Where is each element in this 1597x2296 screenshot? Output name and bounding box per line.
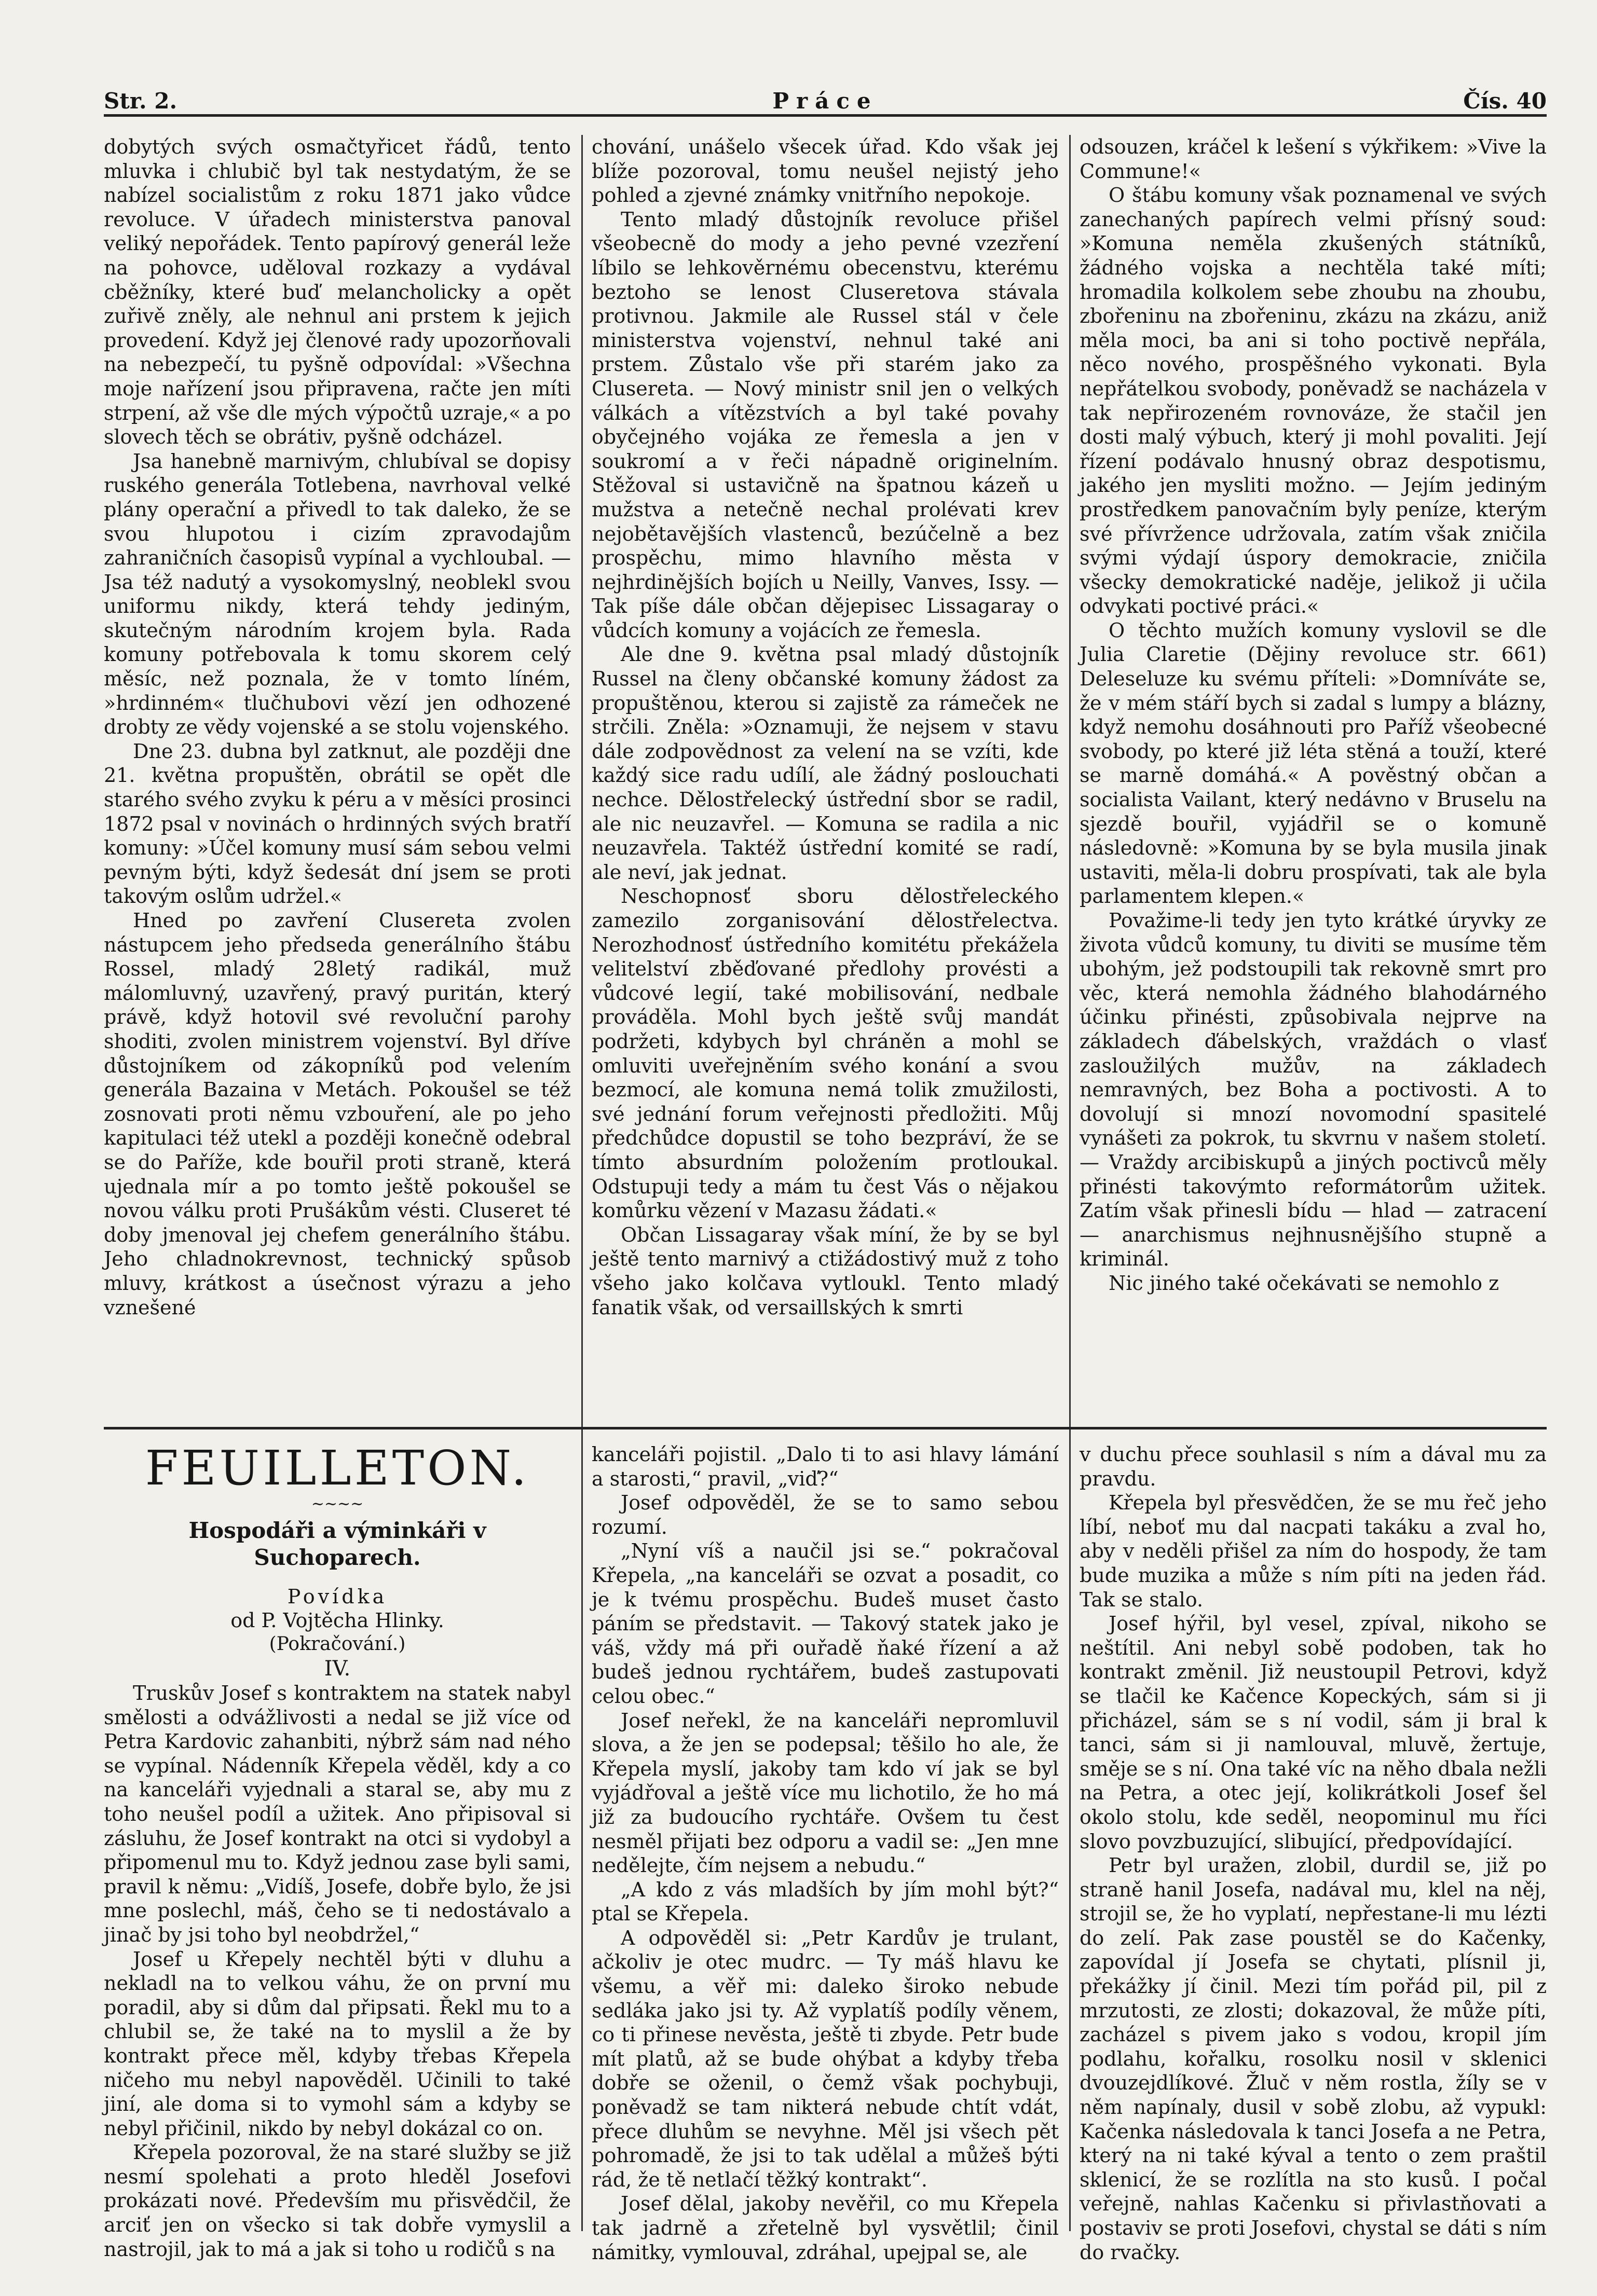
paragraph: Občan Lissagaray však míní, že by se byl ještě tento marnivý a ctižádostivý muž z toho všeho jako kolčava vytloukl. Tento mladý fanatik však, od versaillských k smrti (592, 1223, 1059, 1319)
column-divider (581, 135, 583, 2231)
story-heading: Hospodáři a výminkáři v Suchoparech. (188, 1518, 486, 1570)
paragraph: Josef neřekl, že na kanceláři nepromluvil slova, a že jen se podepsal; těšilo ho ale, že Křepela myslí, jakoby tam kdo ví jak se byl vyjádřoval a ještě více mu lichotilo, že ho má již za budoucího rychtáře. Ovšem tu čest nesměl přijati bez odporu a vadil se: „Jen mne nedělejte, čím nejsem a nebudu.“ (592, 1709, 1059, 1877)
article-column-2 (592, 135, 1059, 1411)
paragraph: Tento mladý důstojník revoluce přišel všeobecně do mody a jeho pevné vzezření líbilo se lehkověrnému obecenstvu, kterému beztoho se lenost Cluseretova stávala protivnou. Jakmile ale Russel stál v čele ministerstva vojenství, nehnul také ani prstem. Zůstalo vše při starém jako za Clusereta. — Nový ministr snil jen o velkých válkách a vítězstvích a byl také povahy obyčejného vojáka ze řemesla a jen v soukromí a v řeči nápadně originelním. Stěžoval si ustavičně na špatnou kázeň u mužstva a netečně nechal prolévati krev nejobětavějších vlastenců, bezúčelně a bez prospěchu, mimo hlavního města v nejhrdinějších bojích u Neilly, Vanves, Issy. — Tak píše dále občan dějepisec Lissagaray o vůdcích komuny a vojácích ze řemesla. (592, 208, 1059, 642)
paragraph: Křepela byl přesvědčen, že se mu řeč jeho líbí, neboť mu dal nacpati takáku a zval ho, aby v neděli přišel za ním do hospody, že tam bude muzika a může s ním píti na jeden řád. Tak se stalo. (1080, 1491, 1547, 1611)
article-column-1 (104, 135, 571, 1411)
paragraph: A odpověděl si: „Petr Kardův je trulant, ačkoliv je otec mudrc. — Ty máš hlavu ke všemu, a věř mi: daleko široko nebude sedláka jako jsi ty. Až vyplatíš podíly věnem, co ti přinese nevěsta, ještě ti zbyde. Petr bude mít platů, až se bude ohýbat a kdyby třeba dobře se oženil, o čemž však pochybuji, poněvadž se tam nikterá nebude chtít vdát, přece dluhům se nevyhne. Měl jsi všech pět pohromadě, že jsi to tak udělal a můžeš býti rád, že tě netlačí těžký kontrakt“. (592, 1926, 1059, 2191)
paragraph: Neschopnosť sboru dělostřeleckého zamezilo zorganisování dělostřelectva. Nerozhodnosť ústředního komitétu překážela velitelství zběďované předlohy provésti a vůdcové legií, také mobilisování, nedbale prováděla. Mohl bych ještě svůj mandát podržeti, kdybych byl chráněn a mohl se omluviti uveřejněním svého konání a svou bezmocí, ale komuna nemá tolik zmužilosti, své jednání forum veřejnosti předložiti. Můj předchůdce dopustil se toho bezpráví, že se tímto absurdním položením protloukal. Odstupuji tedy a mám tu čest Vás o nějakou komůrku vězení v Mazasu žádati.« (592, 885, 1059, 1222)
story-author: od P. Vojtěcha Hlinky. (230, 1609, 444, 1632)
paragraph: O štábu komuny však poznamenal ve svých zanechaných papírech velmi přísný soud: »Komuna neměla zkušených státníků, žádného vojska a nechtěla také míti; hromadila kolkolem sebe zhoubu na zhoubu, zbořeninu na zbořeninu, zkázu na zkázu, aniž měla moci, ba ani si toho poctivě nepřála, něco nového, prospěšného vykonati. Byla nepřátelkou svobody, poněvadž se nacházela v tak nepřirozeném rovnováze, že stačil jen dosti malý výbuch, který ji mohl povaliti. Její řízení podávalo hnusný obraz despotismu, jakého jen mysliti možno. — Jejím jediným prostředkem panovačním byly peníze, kterým své přívržence udržovala, zatím však zničila svými výdají úspory demokracie, zničila všecky demokratické naděje, jelikož ji učila odvykati poctivé práci.« (1080, 184, 1547, 618)
paragraph: Josef odpověděl, že se to samo sebou rozumí. (592, 1491, 1059, 1538)
feuilleton-separator (104, 1427, 1547, 1429)
paragraph: Nic jiného také očekávati se nemohlo z (1109, 1271, 1499, 1295)
chapter-number: IV. (324, 1657, 351, 1681)
newspaper-title: Práce (772, 88, 878, 114)
paragraph: O těchto mužích komuny vyslovil se dle Julia Claretie (Dějiny revoluce str. 661) Deleseluze ku svému příteli: »Domníváte se, že v mém stáří bych si zadal s lumpy a blázny, když nemohu dosáhnouti pro Paříž všeobecné svobody, po které již léta stěná a touží, které se marně domáhá.« A pověstný občan a socialista Vailant, který nedávno v Bruselu na sjezdě bouřil, vyjádřil se o komuně následovně: »Komuna by se byla musila jinak ustaviti, měla-li dobru prospívati, tak ale byla parlamentem klepen.« (1080, 618, 1547, 908)
paragraph: „A kdo z vás mladších by jím mohl být?“ ptal se Křepela. (592, 1878, 1059, 1926)
paragraph: Truskův Josef s kontraktem na statek nabyl smělosti a odvážlivosti a nedal se již více od Petra Kardovic zahanbiti, nýbrž sám nad ného se vypínal. Nádenník Křepela věděl, kdy a co na kanceláři vyjednali a staral se, aby mu z toho neušel podíl a užitek. Ano připisoval si zásluhu, že Josef kontrakt na otci si vydobyl a připomenul mu to. Když jednou zase byli sami, pravil k němu: „Vidíš, Josefe, dobře bylo, že jsi mne poslechl, máš, čeho se ti nedostávalo a jinač by jsi toho byl neobdržel,“ (104, 1682, 571, 1946)
article-column-3 (1080, 135, 1547, 1411)
paragraph: odsouzen, kráčel k lešení s výkřikem: »Vive la Commune!« (1080, 135, 1547, 183)
page-header (104, 78, 1547, 117)
paragraph: Křepela pozoroval, že na staré služby se již nesmí spolehati a proto hleděl Josefovi prokázati nové. Především mu přisvědčil, že arciť jen on všecko si tak dobře vymyslil a nastrojil, jak to má a jak si toho u rodičů s na (104, 2141, 571, 2261)
continued-note: (Pokračování.) (269, 1633, 406, 1655)
paragraph: chování, unášelo všecek úřad. Kdo však jej blíže pozoroval, tomu neušel nejistý jeho pohled a zjevné známky vnitřního nepokoje. (592, 135, 1059, 207)
paragraph: Dne 23. dubna byl zatknut, ale později dne 21. května propuštěn, obrátil se opět dle starého svého zvyku k péru a v měsíci prosinci 1872 psal v novinách o hrdinných svých bratří komuny: »Účel komuny musí sám sebou velmi pevným býti, když šedesát dní jsem se proti takovým oslům udržel.« (104, 739, 571, 908)
feuilleton-title: FEUILLETON. (145, 1440, 530, 1496)
paragraph: v duchu přece souhlasil s ním a dával mu za pravdu. (1080, 1443, 1547, 1490)
paragraph: Josef dělal, jakoby nevěřil, co mu Křepela tak jadrně a zřetelně byl vysvětlil; činil námitky, vymlouval, zdráhal, upejpal se, ale (592, 2192, 1059, 2264)
paragraph: „Nyní víš a naučil jsi se.“ pokračoval Křepela, „na kanceláři se ozvat a posadit, co je k tvému prospěchu. Budeš muset často páním se představit. — Takový statek jako je váš, vždy má při ouřadě ňaké řízení a až budeš jednou rychtářem, budeš zastupovati celou obec.“ (592, 1539, 1059, 1708)
newspaper-page (104, 78, 1547, 2264)
ornament: ~~~~ (311, 1495, 364, 1513)
feuilleton-column-2 (592, 1442, 1059, 2264)
paragraph: Hned po zavření Clusereta zvolen nástupcem jeho předseda generálního štábu Rossel, mladý 28letý radikál, muž málomluvný, uzavřený, pravý puritán, který právě, když hotovil své revoluční parohy shoditi, zvolen ministrem vojenství. Byl dříve důstojníkem od zákopníků pod velením generála Bazaina v Metách. Pokoušel se též zosnovati proti němu vzbouření, ale po jeho kapitulaci též utekl a později konečně odebral se do Paříže, kde bouřil proti straně, která ujednala mír a po tomto ještě pokoušel se novou válku proti Prušákům vésti. Cluseret té doby jmenoval jej chefem generálního štábu. Jeho chladnokrevnost, technický spůsob mluvy, krátkost a úsečnost výrazu a jeho vznešené (104, 909, 571, 1319)
issue-number: Čís. 40 (1463, 88, 1547, 114)
paragraph: Josef hýřil, byl vesel, zpíval, nikoho se neštítil. Ani nebyl sobě podoben, tak ho kontrakt změnil. Již neustoupil Petrovi, když se tlačil ke Kačence Kopeckých, sám si ji přicházel, sám se s ní vodil, sám ji bral k tanci, sám si ji namlouval, mluvě, žertuje, směje se s ní. Ona také víc na něho dbala nežli na Petra, a otec její, kolikrátkoli Josef šel okolo stolu, kde seděl, neopominul mu říci slovo povzbuzující, slibující, předpovídající. (1080, 1612, 1547, 1853)
paragraph: Považime-li tedy jen tyto krátké úryvky ze života vůdců komuny, tu diviti se musíme těm ubohým, jež podstoupili tak rekovně smrt pro věc, která nemohla žádného blahodárného účinku přinésti, způsobivala nejprve na základech ďábelských, vraždách o vlasť zasloužilých mužův, na základech nemravných, bez Boha a poctivosti. A to dovolují si mnozí novomodní spasitelé vynášeti za pokrok, tu skvrnu v našem století. — Vraždy arcibiskupů a jiných poctivců měly přinésti takovýmto reformátorům užitek. Zatím však přinesli bídu — hlad — zatracení — anarchismus nejhnusnějšího stupně a kriminál. (1080, 909, 1547, 1271)
page-number: Str. 2. (104, 88, 178, 114)
paragraph: Jsa hanebně marnivým, chlubíval se dopisy ruského generála Totlebena, navrhoval velké plány operační a přivedl to tak daleko, že se svou hlupotou i cizím zpravodajům zahraničních časopisů vypínal a vychloubal. — Jsa též nadutý a vysokomyslný, neoblekl svou uniformu nikdy, která tehdy jediným, skutečným národním krojem byla. Rada komuny potřebovala k tomu skorem celý měsíc, než poznala, že v tomto líném, »hrdinném« tlučhubovi vězí jen odhozené drobty ze vědy vojenské a se stolu vojenského. (104, 449, 571, 739)
paragraph: Petr byl uražen, zlobil, durdil se, již po straně hanil Josefa, nadával mu, klel na něj, strojil se, že ho vyplatí, nepřestane-li mu lézti do zelí. Pak zase poustěl se do Kačenky, zapovídal jí Josefa se chytati, plísnil ji, překážky jí činil. Mezi tím pořád pil, pil z mrzutosti, ze zlosti; dokazoval, že může píti, zacházel s pivem jako s vodou, kropil jím podlahu, kořalku, rosolku nosil v sklenici dvouzejdlíkové. Žluč v něm rostla, žíly se v něm napínaly, dusil v sobě zlobu, až vypukl: Kačenka následovala k tanci Josefa a ne Petra, který na ni také kýval a tento o zem praštil sklenicí, že se rozlítla na sto kusů. I počal veřejně, nahlas Kačenku si přivlastňovati a postaviv se proti Josefovi, chystal se dáti s ním do rvačky. (1080, 1854, 1547, 2264)
column-divider (1069, 135, 1071, 2231)
paragraph: Ale dne 9. května psal mladý důstojník Russel na členy občanské komuny žádost za propuštěnou, kterou si zajistě za rámeček ne strčili. Zněla: »Oznamuji, že nejsem v stavu dále zodpovědnost za velení na se vzíti, kde každý sice radu udílí, ale žádný poslouchati nechce. Dělostřelecký ústřední sbor se radil, ale nic neuzavřel. — Komuna se radila a nic neuzavřela. Taktéž ústřední komité se radí, ale neví, jak jednat. (592, 643, 1059, 884)
paragraph: Josef u Křepely nechtěl býti v dluhu a nekladl na to velkou váhu, že on první mu poradil, aby si dům dal připsati. Řekl mu to a chlubil se, že také na to myslil a že by kontrakt přece měl, kdyby třebas Křepela ničeho mu nebyl napověděl. Učinili to také jiní, ale doma si to vymohl sám a kdyby se nebyl přičinil, nikdo by nebyl dokázal co on. (104, 1947, 571, 2140)
feuilleton-column-1 (104, 1440, 571, 2261)
story-subtitle: Povídka (287, 1585, 388, 1608)
paragraph: dobytých svých osmačtyřicet řádů, tento mluvka i chlubič byl tak nestydatým, že se nabízel socialistům z roku 1871 jako vůdce revoluce. V úřadech ministerstva panoval veliký nepořádek. Tento papírový generál leže na pohovce, uděloval rozkazy a vydával cběžníky, které buď melancholicky a opět zuřivě zněly, ale nehnul ani prstem k jejich provedení. Když jej členové rady upozorňovali na nebezpečí, tu pyšně odpovídal: »Všechna moje nařízení jsou připravena, račte jen míti strpení, až vše dle mých výpočtů uzraje,« a po slovech těch se obrátiv, pyšně odcházel. (104, 135, 571, 449)
feuilleton-column-3 (1080, 1442, 1547, 2264)
paragraph: kanceláři pojistil. „Dalo ti to asi hlavy lámání a starosti,“ pravil, „viď?“ (592, 1443, 1059, 1490)
